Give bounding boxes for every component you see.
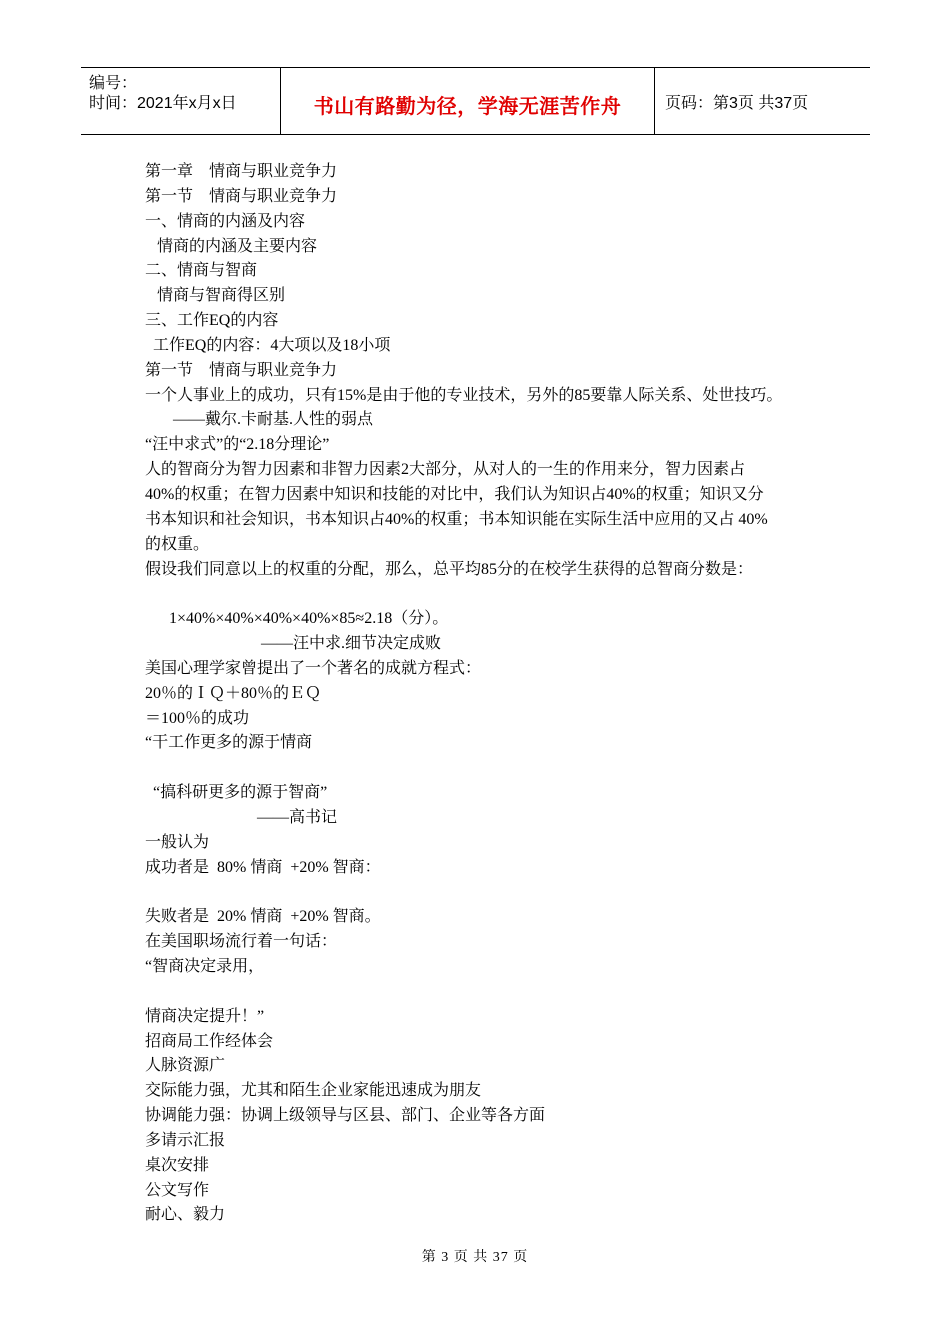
body-text-line: 交际能力强，尤其和陌生企业家能迅速成为朋友 xyxy=(145,1082,482,1100)
body-text-line: 人的智商分为智力因素和非智力因素2大部分，从对人的一生的作用来分，智力因素占 xyxy=(145,461,746,479)
body-text-line: 情商与智商得区别 xyxy=(145,287,286,305)
body-text-line xyxy=(145,980,835,1005)
body-text-line xyxy=(145,582,835,607)
body-text-line: 第一节 情商与职业竞争力 xyxy=(145,361,338,379)
document-header xyxy=(81,67,870,135)
body-text-line: “汪中求式”的“2.18分理论” xyxy=(145,436,330,454)
body-text-line: “搞科研更多的源于智商” xyxy=(145,784,328,802)
header-page-cell xyxy=(655,68,870,134)
document-body xyxy=(145,160,835,1228)
body-text-line: 二、情商与智商 xyxy=(145,262,258,280)
header-page-label: 页码：第3页 共37页 xyxy=(665,94,809,112)
body-text-line: 一个人事业上的成功，只有15%是由于他的专业技术，另外的85要靠人际关系、处世技巧。 xyxy=(145,386,783,404)
body-text-line: 耐心、毅力 xyxy=(145,1206,226,1224)
body-text-line: 招商局工作经体会 xyxy=(145,1032,274,1050)
body-text-line: ——戴尔.卡耐基.人性的弱点 xyxy=(145,411,374,429)
body-text-line: 协调能力强：协调上级领导与区县、部门、企业等各方面 xyxy=(145,1107,546,1125)
body-text-line: 情商决定提升！” xyxy=(145,1007,265,1025)
body-text-line: ——汪中求.细节决定成败 xyxy=(145,635,442,653)
body-text-line: 失败者是 20% 情商 +20% 智商。 xyxy=(145,908,381,926)
body-text-line: 的权重。 xyxy=(145,535,210,553)
body-text-line: 20％的ＩＱ＋80％的ＥＱ xyxy=(145,684,322,702)
body-text-line: 公文写作 xyxy=(145,1181,210,1199)
body-text-line xyxy=(145,880,835,905)
body-text-line: 1×40%×40%×40%×40%×85≈2.18（分）。 xyxy=(145,610,449,628)
header-motto: 书山有路勤为径，学海无涯苦作舟 xyxy=(313,93,622,118)
body-text-line: 40%的权重；在智力因素中知识和技能的对比中，我们认为知识占40%的权重；知识又分 xyxy=(145,485,764,503)
page-footer: 第 3 页 共 37 页 xyxy=(421,1250,529,1265)
document-number-label: 编号： xyxy=(89,75,138,92)
body-text-line: 人脉资源广 xyxy=(145,1057,226,1075)
body-text-line: “干工作更多的源于情商 xyxy=(145,734,313,752)
body-text-line: 成功者是 80% 情商 +20% 智商： xyxy=(145,858,381,876)
body-text-line: 在美国职场流行着一句话： xyxy=(145,933,338,951)
body-text-line: 美国心理学家曾提出了一个著名的成就方程式： xyxy=(145,659,482,677)
body-text-line: 一般认为 xyxy=(145,833,210,851)
body-text-line: 三、工作EQ的内容 xyxy=(145,312,279,330)
body-text-line: 假设我们同意以上的权重的分配，那么，总平均85分的在校学生获得的总智商分数是： xyxy=(145,560,754,578)
body-text-line: 工作EQ的内容：4大项以及18小项 xyxy=(145,336,391,354)
header-meta-cell xyxy=(81,68,281,134)
body-text-line: 第一章 情商与职业竞争力 xyxy=(145,163,338,180)
body-text-line: 一、情商的内涵及内容 xyxy=(145,212,306,230)
body-text-line: “智商决定录用， xyxy=(145,958,265,975)
body-text-line xyxy=(145,756,835,781)
body-text-line: ——高书记 xyxy=(145,808,338,826)
body-text-line: 第一节 情商与职业竞争力 xyxy=(145,187,338,205)
document-time-label: 时间：2021年x月x日 xyxy=(89,95,237,112)
body-text-line: ＝100％的成功 xyxy=(145,709,250,727)
body-text-line: 书本知识和社会知识，书本知识占40%的权重；书本知识能在实际生活中应用的又占 40% xyxy=(145,510,768,528)
body-text-line: 多请示汇报 xyxy=(145,1131,226,1149)
body-text-line: 情商的内涵及主要内容 xyxy=(145,237,318,255)
header-motto-cell xyxy=(281,68,655,134)
body-text-line: 桌次安排 xyxy=(145,1156,210,1174)
